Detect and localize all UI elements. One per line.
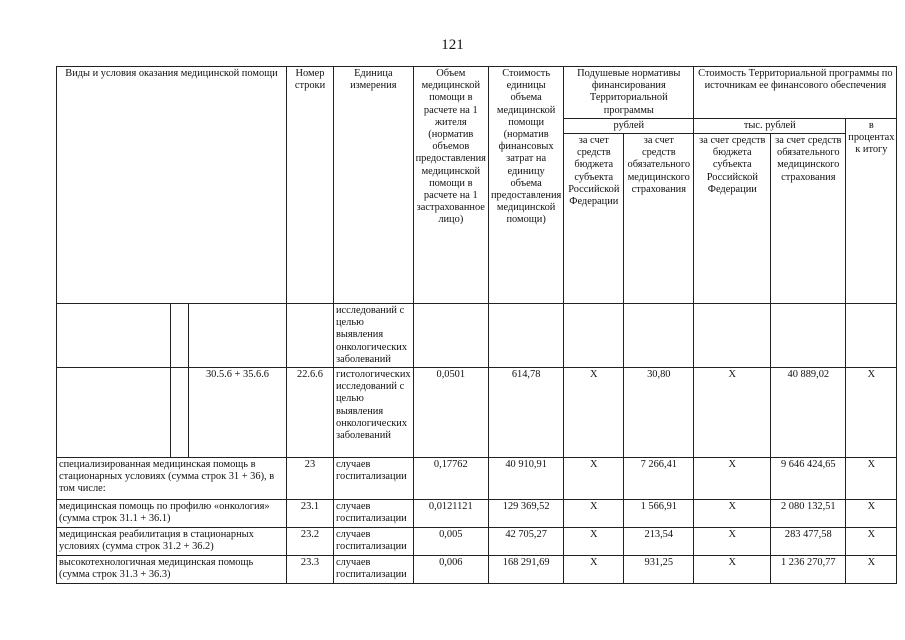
cost-cell: 168 291,69 xyxy=(488,556,563,584)
oms2-cell xyxy=(771,304,846,368)
budget-cell: X xyxy=(564,556,624,584)
unit-cell: случаев госпитализации xyxy=(334,528,414,556)
volume-cell: 0,005 xyxy=(413,528,488,556)
budget2-cell: X xyxy=(694,556,771,584)
kind-cell xyxy=(57,368,171,458)
oms-cell: 1 566,91 xyxy=(624,500,694,528)
table-row xyxy=(57,304,897,368)
budget2-cell: X xyxy=(694,368,771,458)
header-rubles: рублей xyxy=(564,118,694,133)
volume-cell: 0,006 xyxy=(413,556,488,584)
volume-cell: 0,0501 xyxy=(413,368,488,458)
volume-cell: 0,0121121 xyxy=(413,500,488,528)
volume-cell: 0,17762 xyxy=(413,458,488,500)
unit-cell: исследований с целью выявления онкологических заболеваний xyxy=(334,304,414,368)
table-row xyxy=(57,528,897,556)
percent-cell xyxy=(846,304,897,368)
header-unit: Единица измерения xyxy=(334,67,414,304)
header-cost: Стоимость единицы объема медицинской помощи (норматив финансовых затрат на единицу объема предоставления медицинской помощи) xyxy=(488,67,563,304)
oms-cell: 213,54 xyxy=(624,528,694,556)
percent-cell: X xyxy=(846,368,897,458)
header-budget: за счет средств бюджета субъекта Российской Федерации xyxy=(564,134,624,304)
header-per-capita: Подушевые нормативы финансирования Территориальной программы xyxy=(564,67,694,119)
oms2-cell: 283 477,58 xyxy=(771,528,846,556)
unit-cell: случаев госпитализации xyxy=(334,556,414,584)
financing-table xyxy=(56,66,897,584)
percent-cell: X xyxy=(846,500,897,528)
oms-cell: 7 266,41 xyxy=(624,458,694,500)
header-row-number: Номер строки xyxy=(287,67,334,304)
nested-indent-cell xyxy=(171,368,189,458)
oms-cell: 931,25 xyxy=(624,556,694,584)
header-volume: Объем медицинской помощи в расчете на 1 жителя (норматив объемов предоставления медицинской помощи в расчете на 1 застрахованное лицо) xyxy=(413,67,488,304)
header-thousand-rubles: тыс. рублей xyxy=(694,118,846,133)
budget-cell xyxy=(564,304,624,368)
nested-indent-cell xyxy=(171,304,189,368)
budget-cell: X xyxy=(564,368,624,458)
cost-cell: 129 369,52 xyxy=(488,500,563,528)
table-row xyxy=(57,368,897,458)
unit-cell: случаев госпитализации xyxy=(334,458,414,500)
cost-cell: 40 910,91 xyxy=(488,458,563,500)
header-percent: в процентах к итогу xyxy=(846,118,897,303)
unit-cell: гистологических исследований с целью выявления онкологических заболеваний xyxy=(334,368,414,458)
cost-cell xyxy=(488,304,563,368)
num-cell: 23.1 xyxy=(287,500,334,528)
num-cell: 23 xyxy=(287,458,334,500)
page-number: 121 xyxy=(441,37,464,53)
table-row xyxy=(57,458,897,500)
table-row xyxy=(57,500,897,528)
budget2-cell xyxy=(694,304,771,368)
budget2-cell: X xyxy=(694,458,771,500)
percent-cell: X xyxy=(846,458,897,500)
num-cell: 23.2 xyxy=(287,528,334,556)
header-kind: Виды и условия оказания медицинской помощи xyxy=(57,67,287,304)
percent-cell: X xyxy=(846,556,897,584)
oms2-cell: 9 646 424,65 xyxy=(771,458,846,500)
budget2-cell: X xyxy=(694,500,771,528)
kind-cell: высокотехнологичная медицинская помощь (сумма строк 31.3 + 36.3) xyxy=(57,556,287,584)
oms-cell: 30,80 xyxy=(624,368,694,458)
header-oms2: за счет средств обязательного медицинского страхования xyxy=(771,134,846,304)
budget-cell: X xyxy=(564,528,624,556)
kind-cell: медицинская реабилитация в стационарных условиях (сумма строк 31.2 + 36.2) xyxy=(57,528,287,556)
num-cell xyxy=(287,304,334,368)
kind-subcell xyxy=(189,304,287,368)
budget-cell: X xyxy=(564,458,624,500)
num-cell: 22.6.6 xyxy=(287,368,334,458)
oms2-cell: 2 080 132,51 xyxy=(771,500,846,528)
cost-cell: 614,78 xyxy=(488,368,563,458)
budget2-cell: X xyxy=(694,528,771,556)
volume-cell xyxy=(413,304,488,368)
kind-cell: специализированная медицинская помощь в стационарных условиях (сумма строк 31 + 36), в том числе: xyxy=(57,458,287,500)
percent-cell: X xyxy=(846,528,897,556)
budget-cell: X xyxy=(564,500,624,528)
oms2-cell: 40 889,02 xyxy=(771,368,846,458)
kind-cell xyxy=(57,304,171,368)
table-row xyxy=(57,556,897,584)
header-oms: за счет средств обязательного медицинского страхования xyxy=(624,134,694,304)
header-budget2: за счет средств бюджета субъекта Российской Федерации xyxy=(694,134,771,304)
header-program-cost: Стоимость Территориальной программы по источникам ее финансового обеспечения xyxy=(694,67,897,119)
kind-cell: медицинская помощь по профилю «онкология» (сумма строк 31.1 + 36.1) xyxy=(57,500,287,528)
cost-cell: 42 705,27 xyxy=(488,528,563,556)
unit-cell: случаев госпитализации xyxy=(334,500,414,528)
kind-subcell: 30.5.6 + 35.6.6 xyxy=(189,368,287,458)
oms-cell xyxy=(624,304,694,368)
oms2-cell: 1 236 270,77 xyxy=(771,556,846,584)
num-cell: 23.3 xyxy=(287,556,334,584)
